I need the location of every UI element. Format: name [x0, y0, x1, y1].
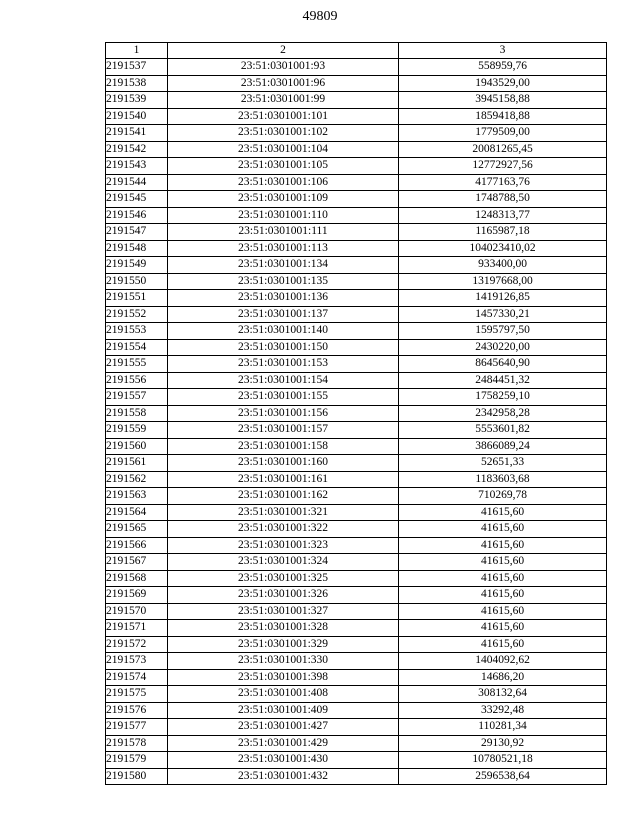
row-number-cell: 2191548	[106, 240, 168, 257]
cadastral-number-cell: 23:51:0301001:99	[168, 92, 399, 109]
row-number-cell: 2191552	[106, 306, 168, 323]
table-row	[106, 719, 607, 736]
row-number-cell: 2191564	[106, 504, 168, 521]
table-row	[106, 603, 607, 620]
row-number-cell: 2191568	[106, 570, 168, 587]
table-row	[106, 108, 607, 125]
table-row	[106, 224, 607, 241]
cadastral-number-cell: 23:51:0301001:134	[168, 257, 399, 274]
cadastral-number-cell: 23:51:0301001:321	[168, 504, 399, 521]
column-header-2: 2	[168, 43, 399, 59]
cadastral-value-cell: 2484451,32	[399, 372, 607, 389]
cadastral-number-cell: 23:51:0301001:156	[168, 405, 399, 422]
cadastral-value-cell: 1183603,68	[399, 471, 607, 488]
header-row	[106, 43, 607, 59]
row-number-cell: 2191577	[106, 719, 168, 736]
cadastral-number-cell: 23:51:0301001:154	[168, 372, 399, 389]
cadastral-number-cell: 23:51:0301001:153	[168, 356, 399, 373]
row-number-cell: 2191543	[106, 158, 168, 175]
cadastral-value-cell: 20081265,45	[399, 141, 607, 158]
table-row	[106, 125, 607, 142]
table-header	[106, 43, 607, 59]
table-row	[106, 686, 607, 703]
cadastral-value-cell: 3945158,88	[399, 92, 607, 109]
table-row	[106, 207, 607, 224]
cadastral-value-cell: 1595797,50	[399, 323, 607, 340]
cadastral-value-cell: 10780521,18	[399, 752, 607, 769]
cadastral-number-cell: 23:51:0301001:110	[168, 207, 399, 224]
table-row	[106, 521, 607, 538]
cadastral-number-cell: 23:51:0301001:162	[168, 488, 399, 505]
row-number-cell: 2191554	[106, 339, 168, 356]
cadastral-number-cell: 23:51:0301001:101	[168, 108, 399, 125]
row-number-cell: 2191575	[106, 686, 168, 703]
cadastral-number-cell: 23:51:0301001:105	[168, 158, 399, 175]
column-header-1: 1	[106, 43, 168, 59]
table-row	[106, 405, 607, 422]
cadastral-number-cell: 23:51:0301001:429	[168, 735, 399, 752]
table-row	[106, 438, 607, 455]
row-number-cell: 2191569	[106, 587, 168, 604]
cadastral-number-cell: 23:51:0301001:109	[168, 191, 399, 208]
cadastral-number-cell: 23:51:0301001:327	[168, 603, 399, 620]
table-row	[106, 587, 607, 604]
cadastral-value-cell: 41615,60	[399, 537, 607, 554]
page-number: 49809	[302, 9, 338, 24]
row-number-cell: 2191570	[106, 603, 168, 620]
cadastral-value-cell: 1165987,18	[399, 224, 607, 241]
row-number-cell: 2191537	[106, 59, 168, 76]
cadastral-number-cell: 23:51:0301001:323	[168, 537, 399, 554]
table-row	[106, 59, 607, 76]
cadastral-number-cell: 23:51:0301001:137	[168, 306, 399, 323]
row-number-cell: 2191558	[106, 405, 168, 422]
row-number-cell: 2191555	[106, 356, 168, 373]
row-number-cell: 2191563	[106, 488, 168, 505]
row-number-cell: 2191538	[106, 75, 168, 92]
table-row	[106, 768, 607, 785]
cadastral-value-cell: 1457330,21	[399, 306, 607, 323]
cadastral-number-cell: 23:51:0301001:96	[168, 75, 399, 92]
table-row	[106, 92, 607, 109]
cadastral-number-cell: 23:51:0301001:157	[168, 422, 399, 439]
row-number-cell: 2191557	[106, 389, 168, 406]
table-row	[106, 653, 607, 670]
row-number-cell: 2191539	[106, 92, 168, 109]
row-number-cell: 2191562	[106, 471, 168, 488]
cadastral-number-cell: 23:51:0301001:430	[168, 752, 399, 769]
table-row	[106, 422, 607, 439]
table-row	[106, 174, 607, 191]
cadastral-value-cell: 1859418,88	[399, 108, 607, 125]
cadastral-number-cell: 23:51:0301001:93	[168, 59, 399, 76]
cadastral-value-cell: 2430220,00	[399, 339, 607, 356]
cadastral-number-cell: 23:51:0301001:324	[168, 554, 399, 571]
row-number-cell: 2191566	[106, 537, 168, 554]
cadastral-number-cell: 23:51:0301001:329	[168, 636, 399, 653]
cadastral-number-cell: 23:51:0301001:136	[168, 290, 399, 307]
cadastral-number-cell: 23:51:0301001:432	[168, 768, 399, 785]
cadastral-value-cell: 1943529,00	[399, 75, 607, 92]
cadastral-number-cell: 23:51:0301001:160	[168, 455, 399, 472]
cadastral-value-cell: 52651,33	[399, 455, 607, 472]
row-number-cell: 2191572	[106, 636, 168, 653]
cadastral-value-cell: 710269,78	[399, 488, 607, 505]
cadastral-number-cell: 23:51:0301001:330	[168, 653, 399, 670]
cadastral-number-cell: 23:51:0301001:325	[168, 570, 399, 587]
row-number-cell: 2191574	[106, 669, 168, 686]
column-header-3: 3	[399, 43, 607, 59]
cadastral-value-cell: 308132,64	[399, 686, 607, 703]
cadastral-value-cell: 14686,20	[399, 669, 607, 686]
cadastral-value-cell: 104023410,02	[399, 240, 607, 257]
cadastral-number-cell: 23:51:0301001:150	[168, 339, 399, 356]
cadastral-number-cell: 23:51:0301001:140	[168, 323, 399, 340]
cadastral-value-cell: 5553601,82	[399, 422, 607, 439]
cadastral-value-cell: 1419126,85	[399, 290, 607, 307]
table-row	[106, 752, 607, 769]
row-number-cell: 2191551	[106, 290, 168, 307]
row-number-cell: 2191561	[106, 455, 168, 472]
table-row	[106, 323, 607, 340]
cadastral-value-cell: 33292,48	[399, 702, 607, 719]
cadastral-value-cell: 41615,60	[399, 587, 607, 604]
cadastral-number-cell: 23:51:0301001:104	[168, 141, 399, 158]
cadastral-number-cell: 23:51:0301001:322	[168, 521, 399, 538]
table-row	[106, 702, 607, 719]
table-row	[106, 669, 607, 686]
cadastral-value-cell: 29130,92	[399, 735, 607, 752]
table-row	[106, 141, 607, 158]
row-number-cell: 2191544	[106, 174, 168, 191]
row-number-cell: 2191578	[106, 735, 168, 752]
cadastral-value-cell: 41615,60	[399, 570, 607, 587]
table-row	[106, 191, 607, 208]
row-number-cell: 2191547	[106, 224, 168, 241]
cadastral-value-cell: 1758259,10	[399, 389, 607, 406]
row-number-cell: 2191556	[106, 372, 168, 389]
table-row	[106, 537, 607, 554]
row-number-cell: 2191571	[106, 620, 168, 637]
row-number-cell: 2191567	[106, 554, 168, 571]
row-number-cell: 2191560	[106, 438, 168, 455]
table-row	[106, 257, 607, 274]
cadastral-value-cell: 933400,00	[399, 257, 607, 274]
cadastral-number-cell: 23:51:0301001:113	[168, 240, 399, 257]
row-number-cell: 2191573	[106, 653, 168, 670]
cadastral-value-cell: 41615,60	[399, 620, 607, 637]
cadastral-number-cell: 23:51:0301001:158	[168, 438, 399, 455]
cadastral-number-cell: 23:51:0301001:427	[168, 719, 399, 736]
cadastral-value-cell: 1748788,50	[399, 191, 607, 208]
table-row	[106, 240, 607, 257]
table-body	[106, 59, 607, 785]
table-row	[106, 273, 607, 290]
cadastral-number-cell: 23:51:0301001:398	[168, 669, 399, 686]
table-row	[106, 75, 607, 92]
cadastral-number-cell: 23:51:0301001:326	[168, 587, 399, 604]
cadastral-number-cell: 23:51:0301001:102	[168, 125, 399, 142]
cadastral-value-cell: 2342958,28	[399, 405, 607, 422]
cadastral-value-cell: 1404092,62	[399, 653, 607, 670]
cadastral-value-cell: 41615,60	[399, 636, 607, 653]
cadastral-number-cell: 23:51:0301001:111	[168, 224, 399, 241]
table-row	[106, 290, 607, 307]
cadastral-value-cell: 41615,60	[399, 504, 607, 521]
cadastral-number-cell: 23:51:0301001:155	[168, 389, 399, 406]
table-row	[106, 306, 607, 323]
row-number-cell: 2191576	[106, 702, 168, 719]
row-number-cell: 2191580	[106, 768, 168, 785]
cadastral-value-cell: 4177163,76	[399, 174, 607, 191]
row-number-cell: 2191542	[106, 141, 168, 158]
cadastral-value-table	[105, 42, 607, 785]
table-row	[106, 372, 607, 389]
cadastral-number-cell: 23:51:0301001:328	[168, 620, 399, 637]
table-row	[106, 620, 607, 637]
cadastral-value-cell: 1779509,00	[399, 125, 607, 142]
cadastral-value-cell: 12772927,56	[399, 158, 607, 175]
cadastral-number-cell: 23:51:0301001:106	[168, 174, 399, 191]
table-row	[106, 735, 607, 752]
table-row	[106, 636, 607, 653]
cadastral-number-cell: 23:51:0301001:161	[168, 471, 399, 488]
cadastral-value-cell: 13197668,00	[399, 273, 607, 290]
row-number-cell: 2191559	[106, 422, 168, 439]
cadastral-value-cell: 41615,60	[399, 554, 607, 571]
table-row	[106, 570, 607, 587]
cadastral-value-cell: 110281,34	[399, 719, 607, 736]
row-number-cell: 2191546	[106, 207, 168, 224]
row-number-cell: 2191550	[106, 273, 168, 290]
row-number-cell: 2191565	[106, 521, 168, 538]
table-row	[106, 356, 607, 373]
row-number-cell: 2191549	[106, 257, 168, 274]
table-row	[106, 471, 607, 488]
table-row	[106, 339, 607, 356]
cadastral-number-cell: 23:51:0301001:408	[168, 686, 399, 703]
cadastral-number-cell: 23:51:0301001:135	[168, 273, 399, 290]
cadastral-value-cell: 2596538,64	[399, 768, 607, 785]
row-number-cell: 2191545	[106, 191, 168, 208]
cadastral-value-cell: 3866089,24	[399, 438, 607, 455]
table-row	[106, 488, 607, 505]
table-row	[106, 158, 607, 175]
cadastral-value-cell: 1248313,77	[399, 207, 607, 224]
table-row	[106, 455, 607, 472]
cadastral-value-cell: 558959,76	[399, 59, 607, 76]
cadastral-number-cell: 23:51:0301001:409	[168, 702, 399, 719]
row-number-cell: 2191541	[106, 125, 168, 142]
table-row	[106, 554, 607, 571]
row-number-cell: 2191540	[106, 108, 168, 125]
table-row	[106, 504, 607, 521]
cadastral-value-cell: 41615,60	[399, 603, 607, 620]
cadastral-value-cell: 8645640,90	[399, 356, 607, 373]
row-number-cell: 2191553	[106, 323, 168, 340]
table-row	[106, 389, 607, 406]
row-number-cell: 2191579	[106, 752, 168, 769]
cadastral-value-cell: 41615,60	[399, 521, 607, 538]
